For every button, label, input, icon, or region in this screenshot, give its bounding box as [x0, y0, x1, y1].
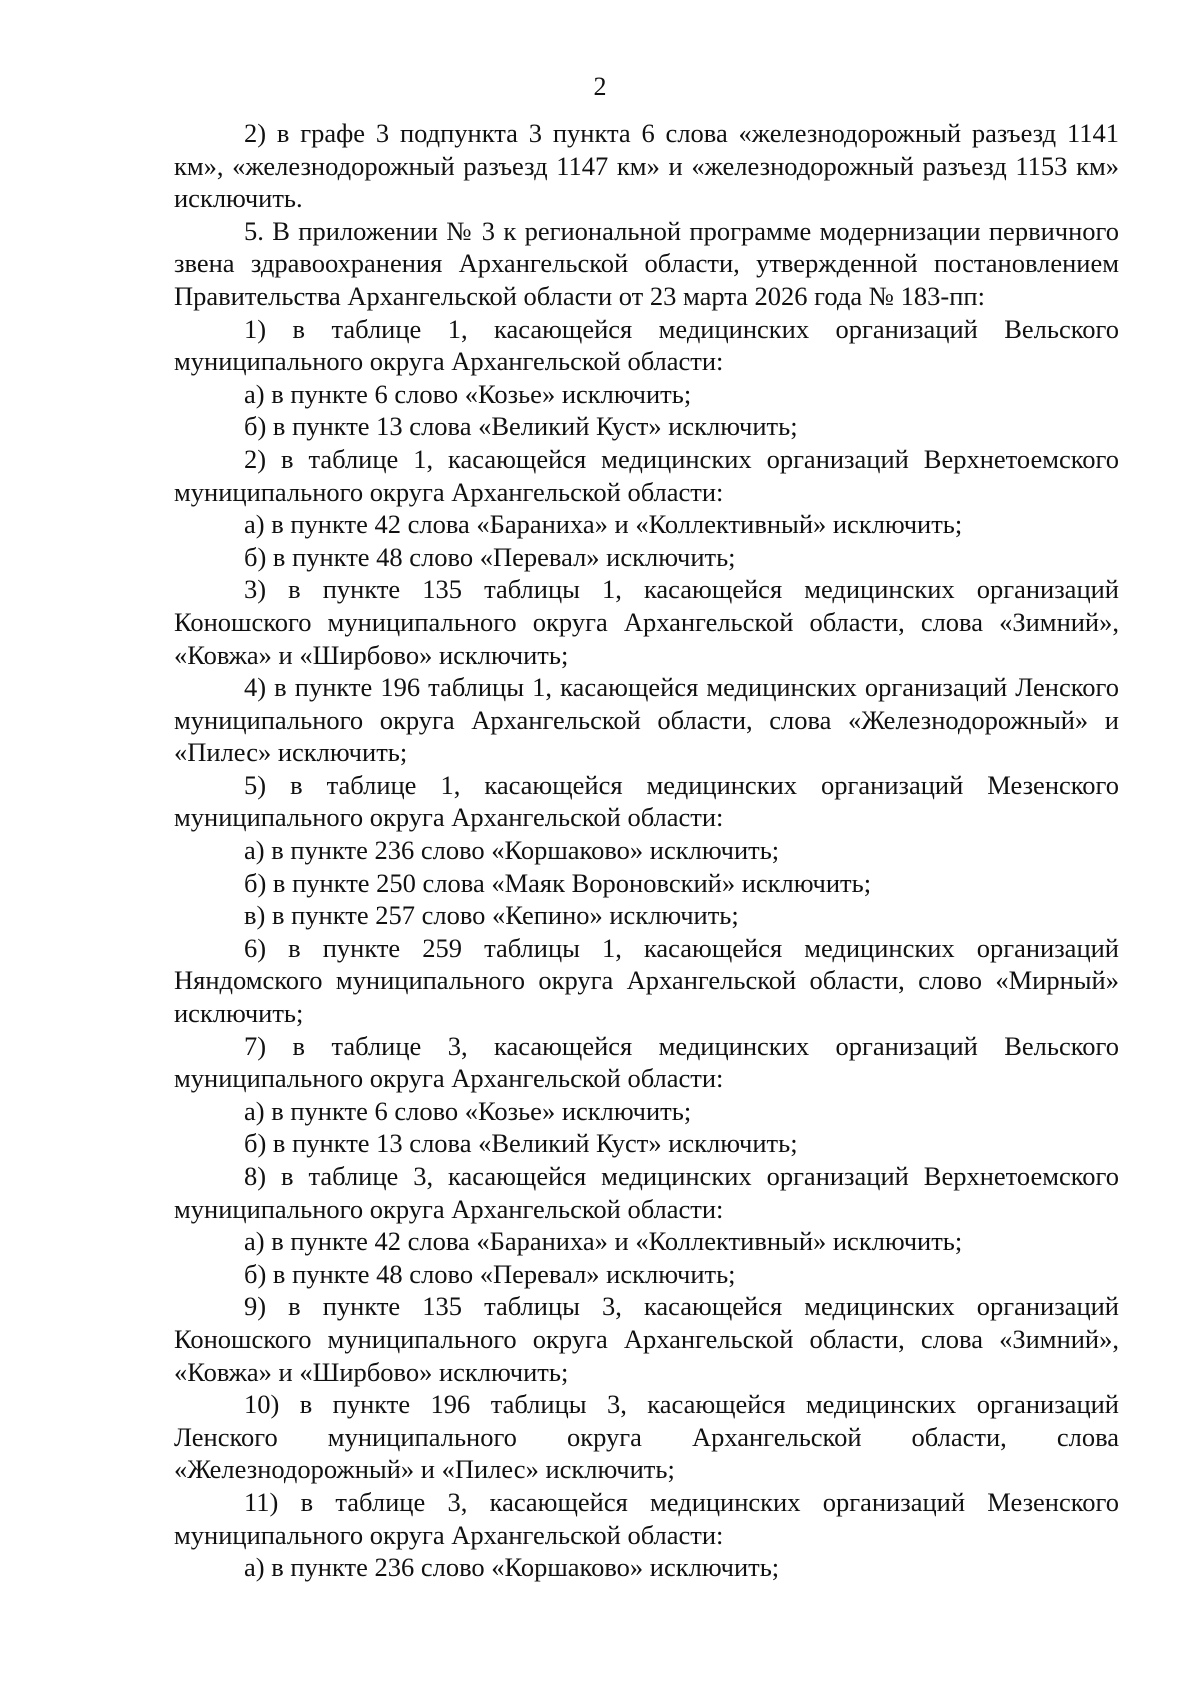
sub-item-paragraph: а) в пункте 42 слова «Бараниха» и «Коллективный» исключить;	[244, 1226, 963, 1257]
paragraph: 5) в таблице 1, касающейся медицинских организаций Мезенского муниципального округа Архангельской области:	[174, 769, 1119, 833]
sub-item-paragraph: б) в пункте 250 слова «Маяк Вороновский» исключить;	[244, 867, 872, 898]
paragraph: 6) в пункте 259 таблицы 1, касающейся медицинских организаций Няндомского муниципального округа Архангельской области, слово «Мирный» исключить;	[174, 932, 1119, 1029]
paragraph: 10) в пункте 196 таблицы 3, касающейся медицинских организаций Ленского муниципального округа Архангельской области, слова «Железнодорожный» и «Пилес» исключить;	[174, 1389, 1119, 1485]
sub-item-paragraph: б) в пункте 48 слово «Перевал» исключить;	[244, 1258, 736, 1289]
page-number: 2	[593, 72, 607, 101]
sub-item-paragraph: б) в пункте 13 слова «Великий Куст» исключить;	[244, 1128, 798, 1159]
sub-item-paragraph: а) в пункте 42 слова «Бараниха» и «Коллективный» исключить;	[244, 509, 963, 540]
paragraph: 2) в таблице 1, касающейся медицинских организаций Верхнетоемского муниципального округа Архангельской области:	[174, 443, 1119, 507]
paragraph: 2) в графе 3 подпункта 3 пункта 6 слова «железнодорожный разъезд 1141 км», «железнодорожный разъезд 1147 км» и «железнодорожный разъезд 1153 км» исключить.	[174, 118, 1119, 214]
paragraph: 8) в таблице 3, касающейся медицинских организаций Верхнетоемского муниципального округа Архангельской области:	[174, 1161, 1119, 1224]
paragraph: 3) в пункте 135 таблицы 1, касающейся медицинских организаций Коношского муниципального округа Архангельской области, слова «Зимний», «Ковжа» и «Ширбово» исключить;	[174, 574, 1119, 670]
paragraph: 7) в таблице 3, касающейся медицинских организаций Вельского муниципального округа Архангельской области:	[174, 1030, 1119, 1094]
paragraph: 1) в таблице 1, касающейся медицинских организаций Вельского муниципального округа Архангельской области:	[174, 313, 1119, 377]
document-body	[174, 117, 1119, 1584]
sub-item-paragraph: а) в пункте 6 слово «Козье» исключить;	[244, 378, 692, 409]
paragraph: 4) в пункте 196 таблицы 1, касающейся медицинских организаций Ленского муниципального округа Архангельской области, слова «Железнодорожный» и «Пилес» исключить;	[174, 672, 1119, 768]
sub-item-paragraph: а) в пункте 6 слово «Козье» исключить;	[244, 1095, 692, 1126]
sub-item-paragraph: а) в пункте 236 слово «Коршаково» исключить;	[244, 835, 780, 866]
sub-item-paragraph: б) в пункте 13 слова «Великий Куст» исключить;	[244, 411, 798, 442]
sub-item-paragraph: в) в пункте 257 слово «Кепино» исключить;	[244, 900, 739, 931]
paragraph: 9) в пункте 135 таблицы 3, касающейся медицинских организаций Коношского муниципального округа Архангельской области, слова «Зимний», «Ковжа» и «Ширбово» исключить;	[174, 1291, 1119, 1387]
sub-item-paragraph: б) в пункте 48 слово «Перевал» исключить;	[244, 541, 736, 572]
paragraph: 11) в таблице 3, касающейся медицинских организаций Мезенского муниципального округа Архангельской области:	[174, 1486, 1119, 1550]
paragraph: 5. В приложении № 3 к региональной программе модернизации первичного звена здравоохранения Архангельской области, утвержденной постановлением Правительства Архангельской области от 23 марта 2026 года № 183-пп:	[174, 215, 1119, 311]
sub-item-paragraph: а) в пункте 236 слово «Коршаково» исключить;	[244, 1552, 780, 1583]
